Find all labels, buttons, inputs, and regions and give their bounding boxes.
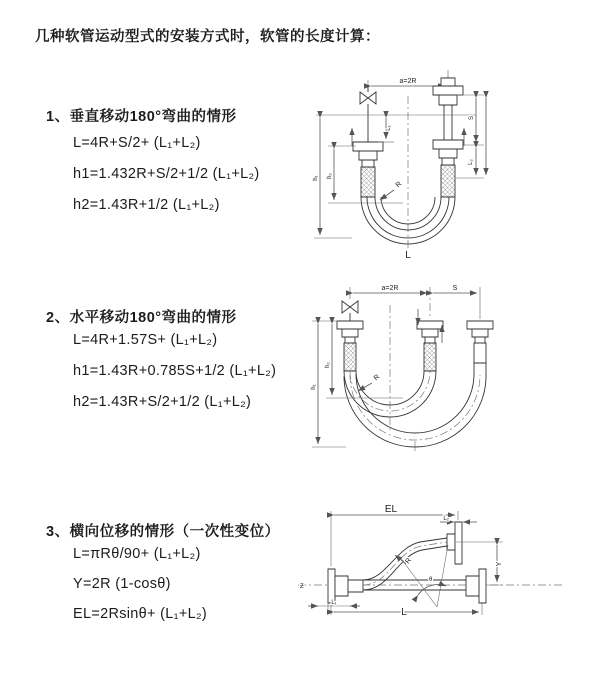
dim-label-l1: L₁: [386, 125, 392, 131]
dim-label-a2r: a=2R: [399, 78, 417, 85]
left-pipe-fitting: [337, 321, 363, 371]
section-2-formula-h2: h2=1.43R+S/2+1/2 (L₁+L₂): [73, 394, 252, 410]
dim-label-l: L: [401, 607, 407, 618]
section-2-formula-L: L=4R+1.57S+ (L₁+L₂): [73, 332, 218, 348]
u-bend-hose-displaced: [344, 363, 486, 447]
u-bend-hose: [344, 371, 436, 417]
length-label: L: [405, 250, 411, 261]
radius-label: R: [394, 180, 404, 190]
radius-label: R: [372, 373, 382, 383]
section-3-heading: 3、横向位移的情形（一次性变位）: [46, 524, 280, 540]
section-1-formula-L: L=4R+S/2+ (L₁+L₂): [73, 135, 201, 151]
section-2-heading: 2、水平移动180°弯曲的情形: [46, 310, 237, 326]
displaced-pipe-fitting: [467, 321, 493, 363]
dim-label-a2r: a=2R: [381, 285, 399, 292]
braided-hose-section: [424, 343, 436, 371]
right-flange: [466, 569, 486, 603]
diagram-horizontal-180-bend: [308, 281, 593, 463]
section-2-formula-h1: h1=1.43R+0.785S+1/2 (L₁+L₂): [73, 363, 277, 379]
page-title: 几种软管运动型式的安装方式时，软管的长度计算：: [35, 29, 380, 45]
valve-icon: [360, 86, 376, 142]
section-3-formula-EL: EL=2Rsinθ+ (L₁+L₂): [73, 606, 208, 622]
angle-label: θ: [429, 577, 433, 583]
radius-label: R: [404, 557, 414, 566]
dim-label-l2: L₂: [468, 159, 474, 165]
section-3-formula-L: L=πRθ/90+ (L₁+L₂): [73, 546, 201, 562]
middle-pipe-fitting: [417, 321, 443, 371]
diagram-vertical-180-bend: [308, 66, 593, 266]
dim-label-h2: h₂: [325, 362, 331, 368]
dim-label-y: Y: [496, 561, 503, 567]
centerline-mark: Ƶ: [300, 584, 304, 590]
dim-label-h1: h₁: [311, 384, 317, 390]
section-3-formula-Y: Y=2R (1-cosθ): [73, 576, 171, 592]
section-1-heading: 1、垂直移动180°弯曲的情形: [46, 109, 237, 125]
radius-arrow: [395, 555, 406, 564]
dim-label-el: EL: [384, 504, 398, 515]
dim-label-h2: h₂: [327, 173, 333, 179]
section-1-formula-h1: h1=1.432R+S/2+1/2 (L₁+L₂): [73, 166, 260, 182]
section-1-formula-h2: h2=1.43R+1/2 (L₁+L₂): [73, 197, 220, 213]
dim-label-l2: L₂: [443, 516, 449, 522]
diagram-lateral-displacement: [296, 502, 596, 650]
radius-arrow: [380, 190, 394, 200]
valve-icon: [342, 301, 358, 321]
dim-label-s: S: [469, 115, 475, 121]
left-pipe-fitting: [353, 142, 383, 197]
braided-hose-section: [361, 167, 375, 197]
upper-flange: [447, 522, 462, 564]
left-flange: [328, 569, 363, 603]
dim-label-l1: L₁: [331, 600, 337, 606]
dim-label-s: S: [452, 285, 458, 292]
dim-label-h1: h₁: [313, 175, 319, 181]
angle-construction: [400, 545, 448, 607]
braided-hose-section: [441, 165, 455, 197]
braided-hose-section: [344, 343, 356, 371]
